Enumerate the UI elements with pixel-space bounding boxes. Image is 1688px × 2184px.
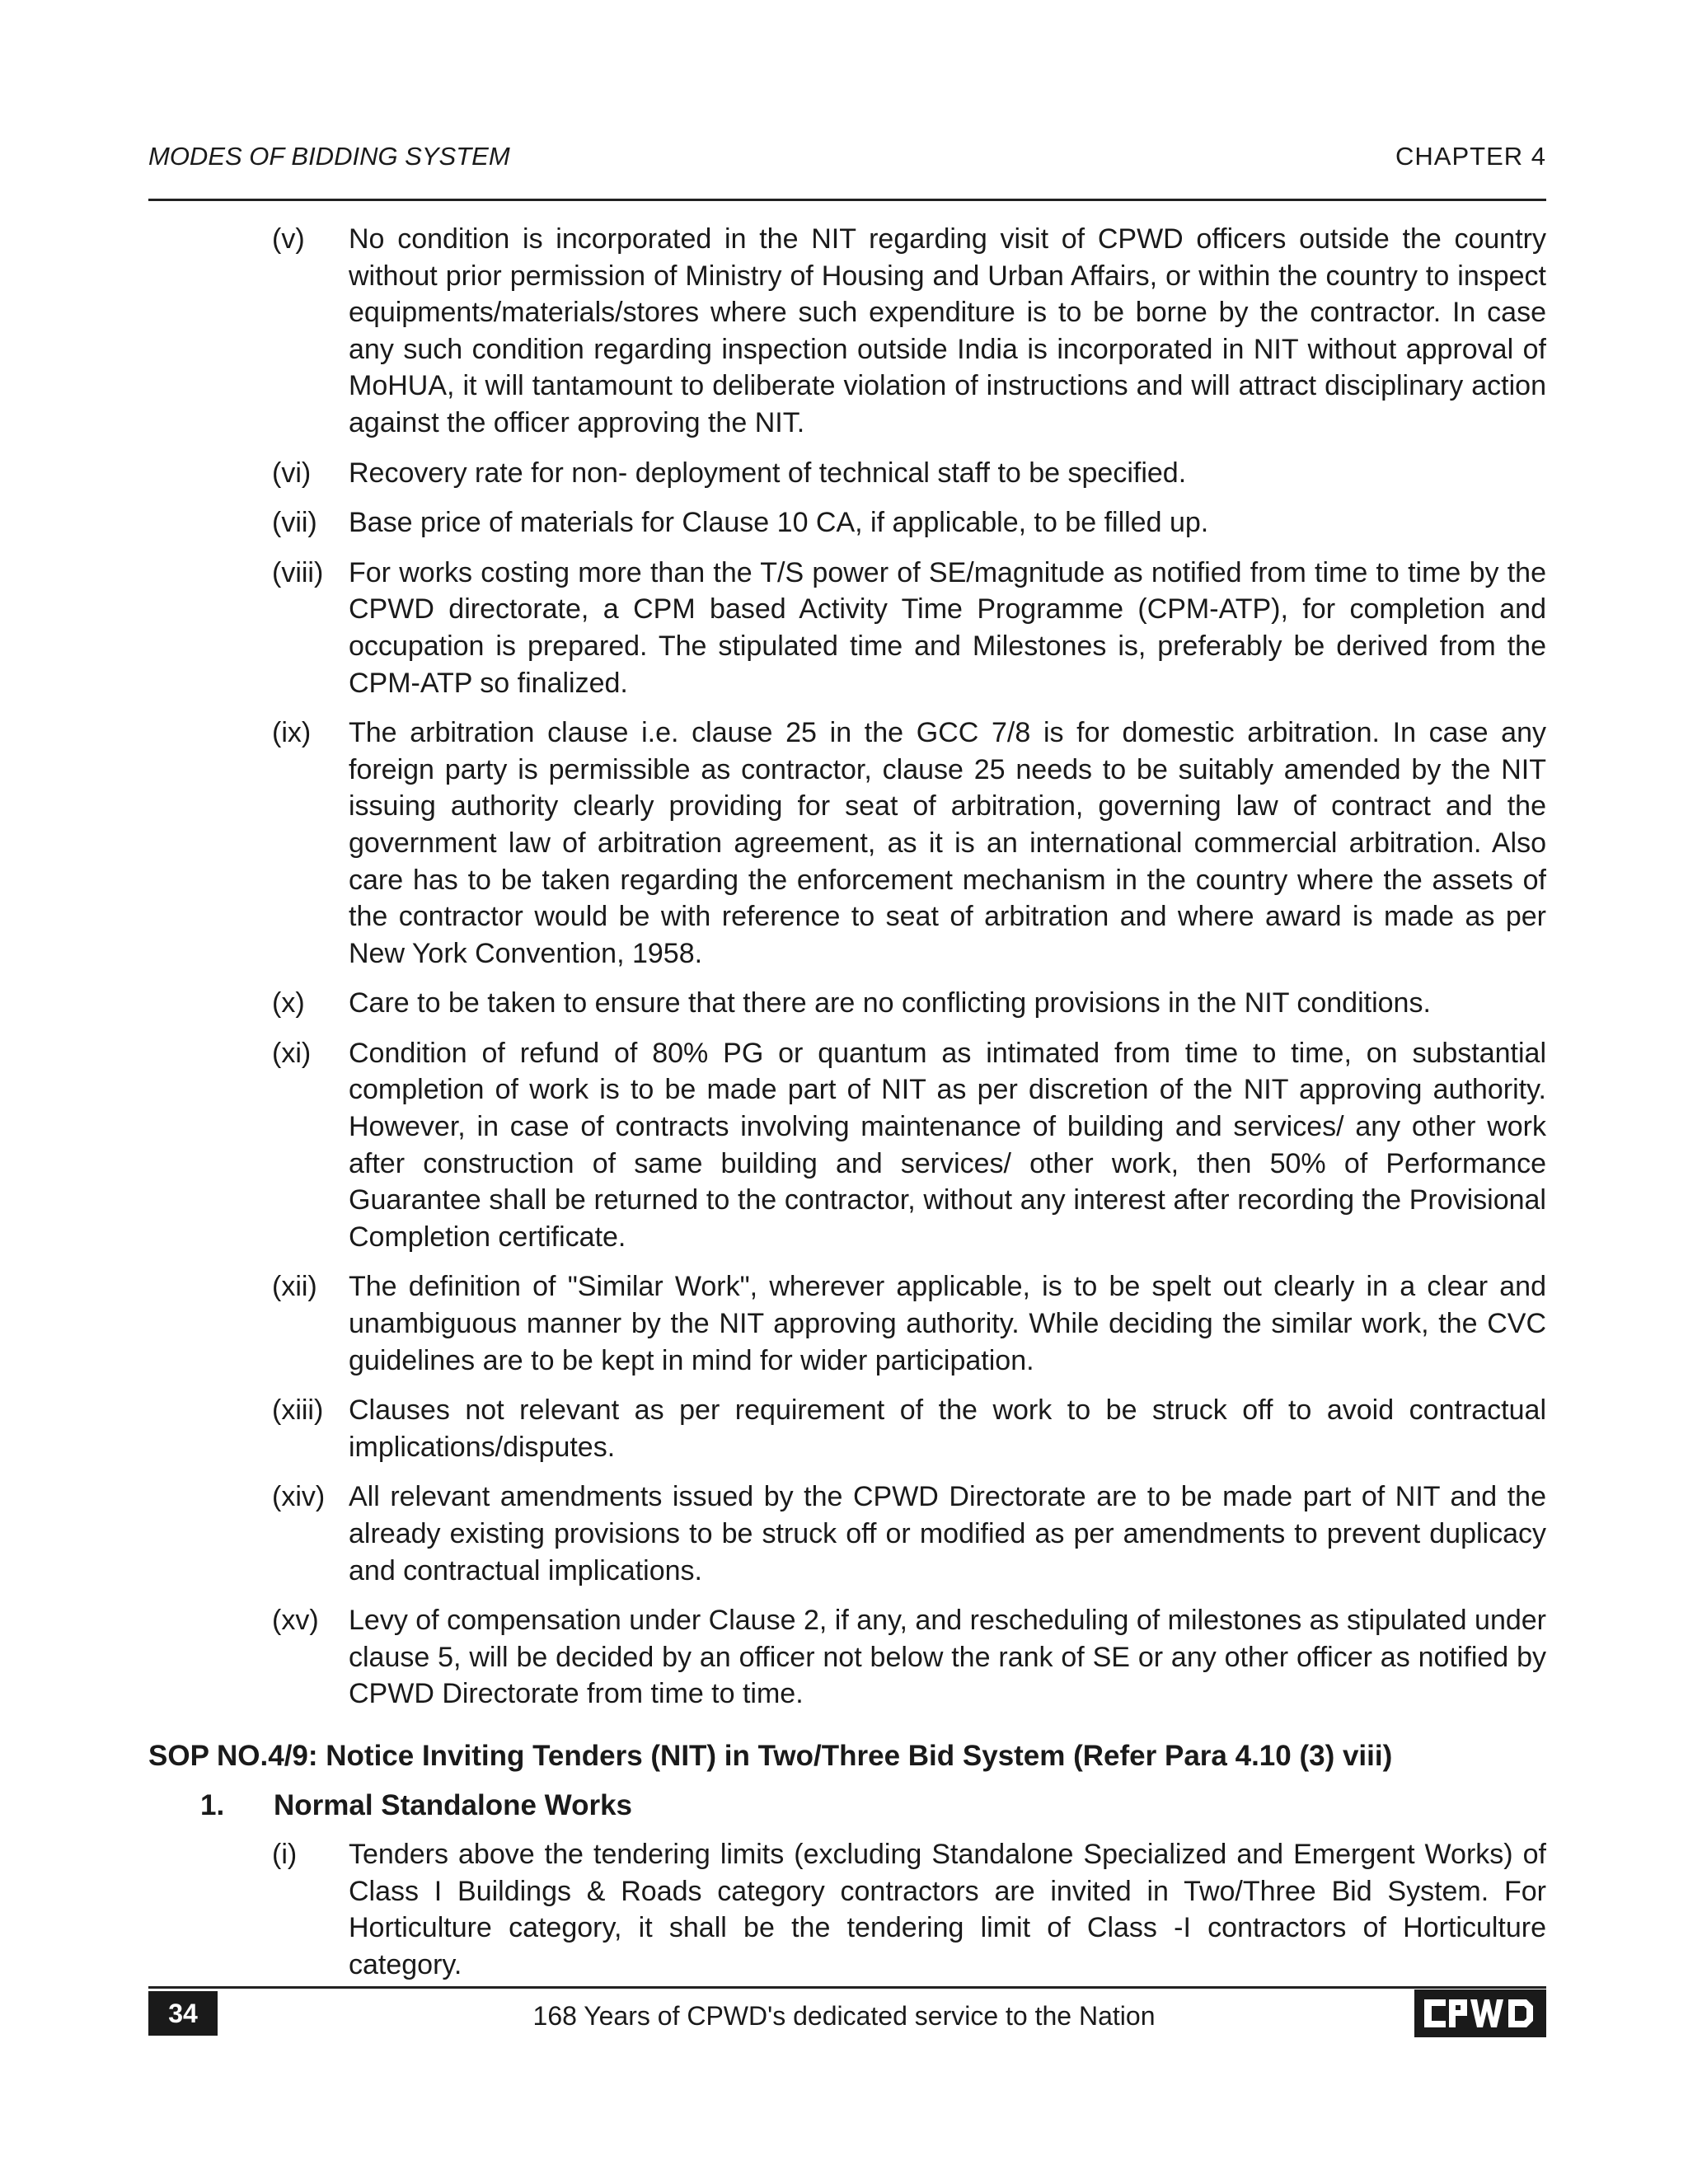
- list-item-number: (xi): [272, 1037, 312, 1069]
- list-item-number: (ix): [272, 717, 312, 749]
- footer-divider: [148, 1986, 1546, 1989]
- list-item-number: (xv): [272, 1605, 319, 1637]
- list-item: [272, 1836, 1546, 1983]
- list-item: [272, 1035, 1546, 1256]
- list-item-text: The definition of "Similar Work", wherever applicable, is to be spelt out clearly in a clear and unambiguous manner by the NIT approving authority. While deciding the similar work, the CVC guidelines are to be kept in mind for wider participation.: [349, 1271, 1546, 1376]
- list-item-number: (viii): [272, 556, 324, 588]
- list-item-number: (xiii): [272, 1394, 324, 1427]
- list-item: [272, 1268, 1546, 1379]
- header-divider: [148, 199, 1546, 201]
- list-item: [272, 1602, 1546, 1713]
- list-item-text: Levy of compensation under Clause 2, if any, and rescheduling of milestones as stipulated under clause 5, will be decided by an officer not below the rank of SE or any other officer as notified by CPWD Directorate from time to time.: [349, 1605, 1546, 1710]
- list-item-number: (vi): [272, 457, 312, 489]
- list-item: [272, 504, 1546, 541]
- list-item-text: Clauses not relevant as per requirement of the work to be struck off to avoid contractual implications/disputes.: [349, 1394, 1546, 1463]
- list-item-number: (i): [272, 1838, 298, 1870]
- list-item-text: No condition is incorporated in the NIT regarding visit of CPWD officers outside the country without prior permission of Ministry of Housing and Urban Affairs, or within the country to inspect equipments/materials/stores where such expenditure is to be borne by the contractor. In case any such condition regarding inspection outside India is incorporated in NIT without approval of MoHUA, it will tantamount to deliberate violation of instructions and will attract disciplinary action against the officer approving the NIT.: [349, 223, 1546, 438]
- list-item-text: Base price of materials for Clause 10 CA, if applicable, to be filled up.: [349, 507, 1209, 539]
- list-item-number: (vii): [272, 507, 317, 539]
- list-item: [272, 221, 1546, 442]
- list-item-text: Care to be taken to ensure that there are no conflicting provisions in the NIT conditions.: [349, 987, 1431, 1019]
- list-item-number: (xii): [272, 1271, 317, 1303]
- chapter-label: CHAPTER 4: [1395, 142, 1546, 171]
- list-item-number: (xiv): [272, 1481, 326, 1513]
- list-item-text: Tenders above the tendering limits (excluding Standalone Specialized and Emergent Works) of Class I Buildings & Roads category contractors are invited in Two/Three Bid System. For Horticulture category, it shall be the tendering limit of Class -I contractors of Horticulture category.: [349, 1838, 1546, 1980]
- list-item-text: Recovery rate for non- deployment of technical staff to be specified.: [349, 457, 1187, 489]
- list-item: [272, 985, 1546, 1022]
- list-item: [272, 555, 1546, 701]
- list-item: [272, 1392, 1546, 1465]
- list-item-text: For works costing more than the T/S power of SE/magnitude as notified from time to time by the CPWD directorate, a CPM based Activity Time Programme (CPM-ATP), for completion and occupation is prepared. The stipulated time and Milestones is, preferably be derived from the CPM-ATP so finalized.: [349, 556, 1546, 699]
- list-item: [272, 455, 1546, 492]
- footer-tagline: 168 Years of CPWD's dedicated service to the Nation: [532, 2001, 1156, 2031]
- page-body: [148, 221, 1546, 1996]
- section-number: 1.: [200, 1788, 225, 1821]
- list-item: [272, 715, 1546, 972]
- page-header: [148, 142, 1546, 183]
- list-item-number: (x): [272, 987, 305, 1019]
- list-item-text: Condition of refund of 80% PG or quantum as intimated from time to time, on substantial completion of work is to be made part of NIT as per discretion of the NIT approving authority. However, in case of contracts involving maintenance of building and services/ any other work after construction of same building and services/ other work, then 50% of Performance Guarantee shall be returned to the contractor, without any interest after recording the Provisional Completion certificate.: [349, 1037, 1546, 1253]
- list-item-text: All relevant amendments issued by the CPWD Directorate are to be made part of NIT and the already existing provisions to be struck off or modified as per amendments to prevent duplicacy and contractual implications.: [349, 1481, 1546, 1586]
- section-title: MODES OF BIDDING SYSTEM: [148, 142, 510, 171]
- list-item-text: The arbitration clause i.e. clause 25 in the GCC 7/8 is for domestic arbitration. In case any foreign party is permissible as contractor, clause 25 needs to be suitably amended by the NIT issuing authority clearly providing for seat of arbitration, governing law of contract and the government law of arbitration agreement, as it is an international commercial arbitration. Also care has to be taken regarding the enforcement mechanism in the country where the assets of the contractor would be with reference to seat of arbitration and where award is made as per New York Convention, 1958.: [349, 717, 1546, 969]
- page-number: 34: [148, 1991, 218, 2036]
- cpwd-logo-icon: [1414, 1990, 1546, 2037]
- list-item: [272, 1479, 1546, 1589]
- section-heading-text: Normal Standalone Works: [274, 1788, 633, 1821]
- list-item-number: (v): [272, 223, 305, 255]
- section-heading: [148, 1787, 1546, 1825]
- sop-heading: SOP NO.4/9: Notice Inviting Tenders (NIT) in Two/Three Bid System (Refer Para 4.10 (3) viii): [148, 1739, 1393, 1772]
- cpwd-logo: [1414, 1990, 1546, 2037]
